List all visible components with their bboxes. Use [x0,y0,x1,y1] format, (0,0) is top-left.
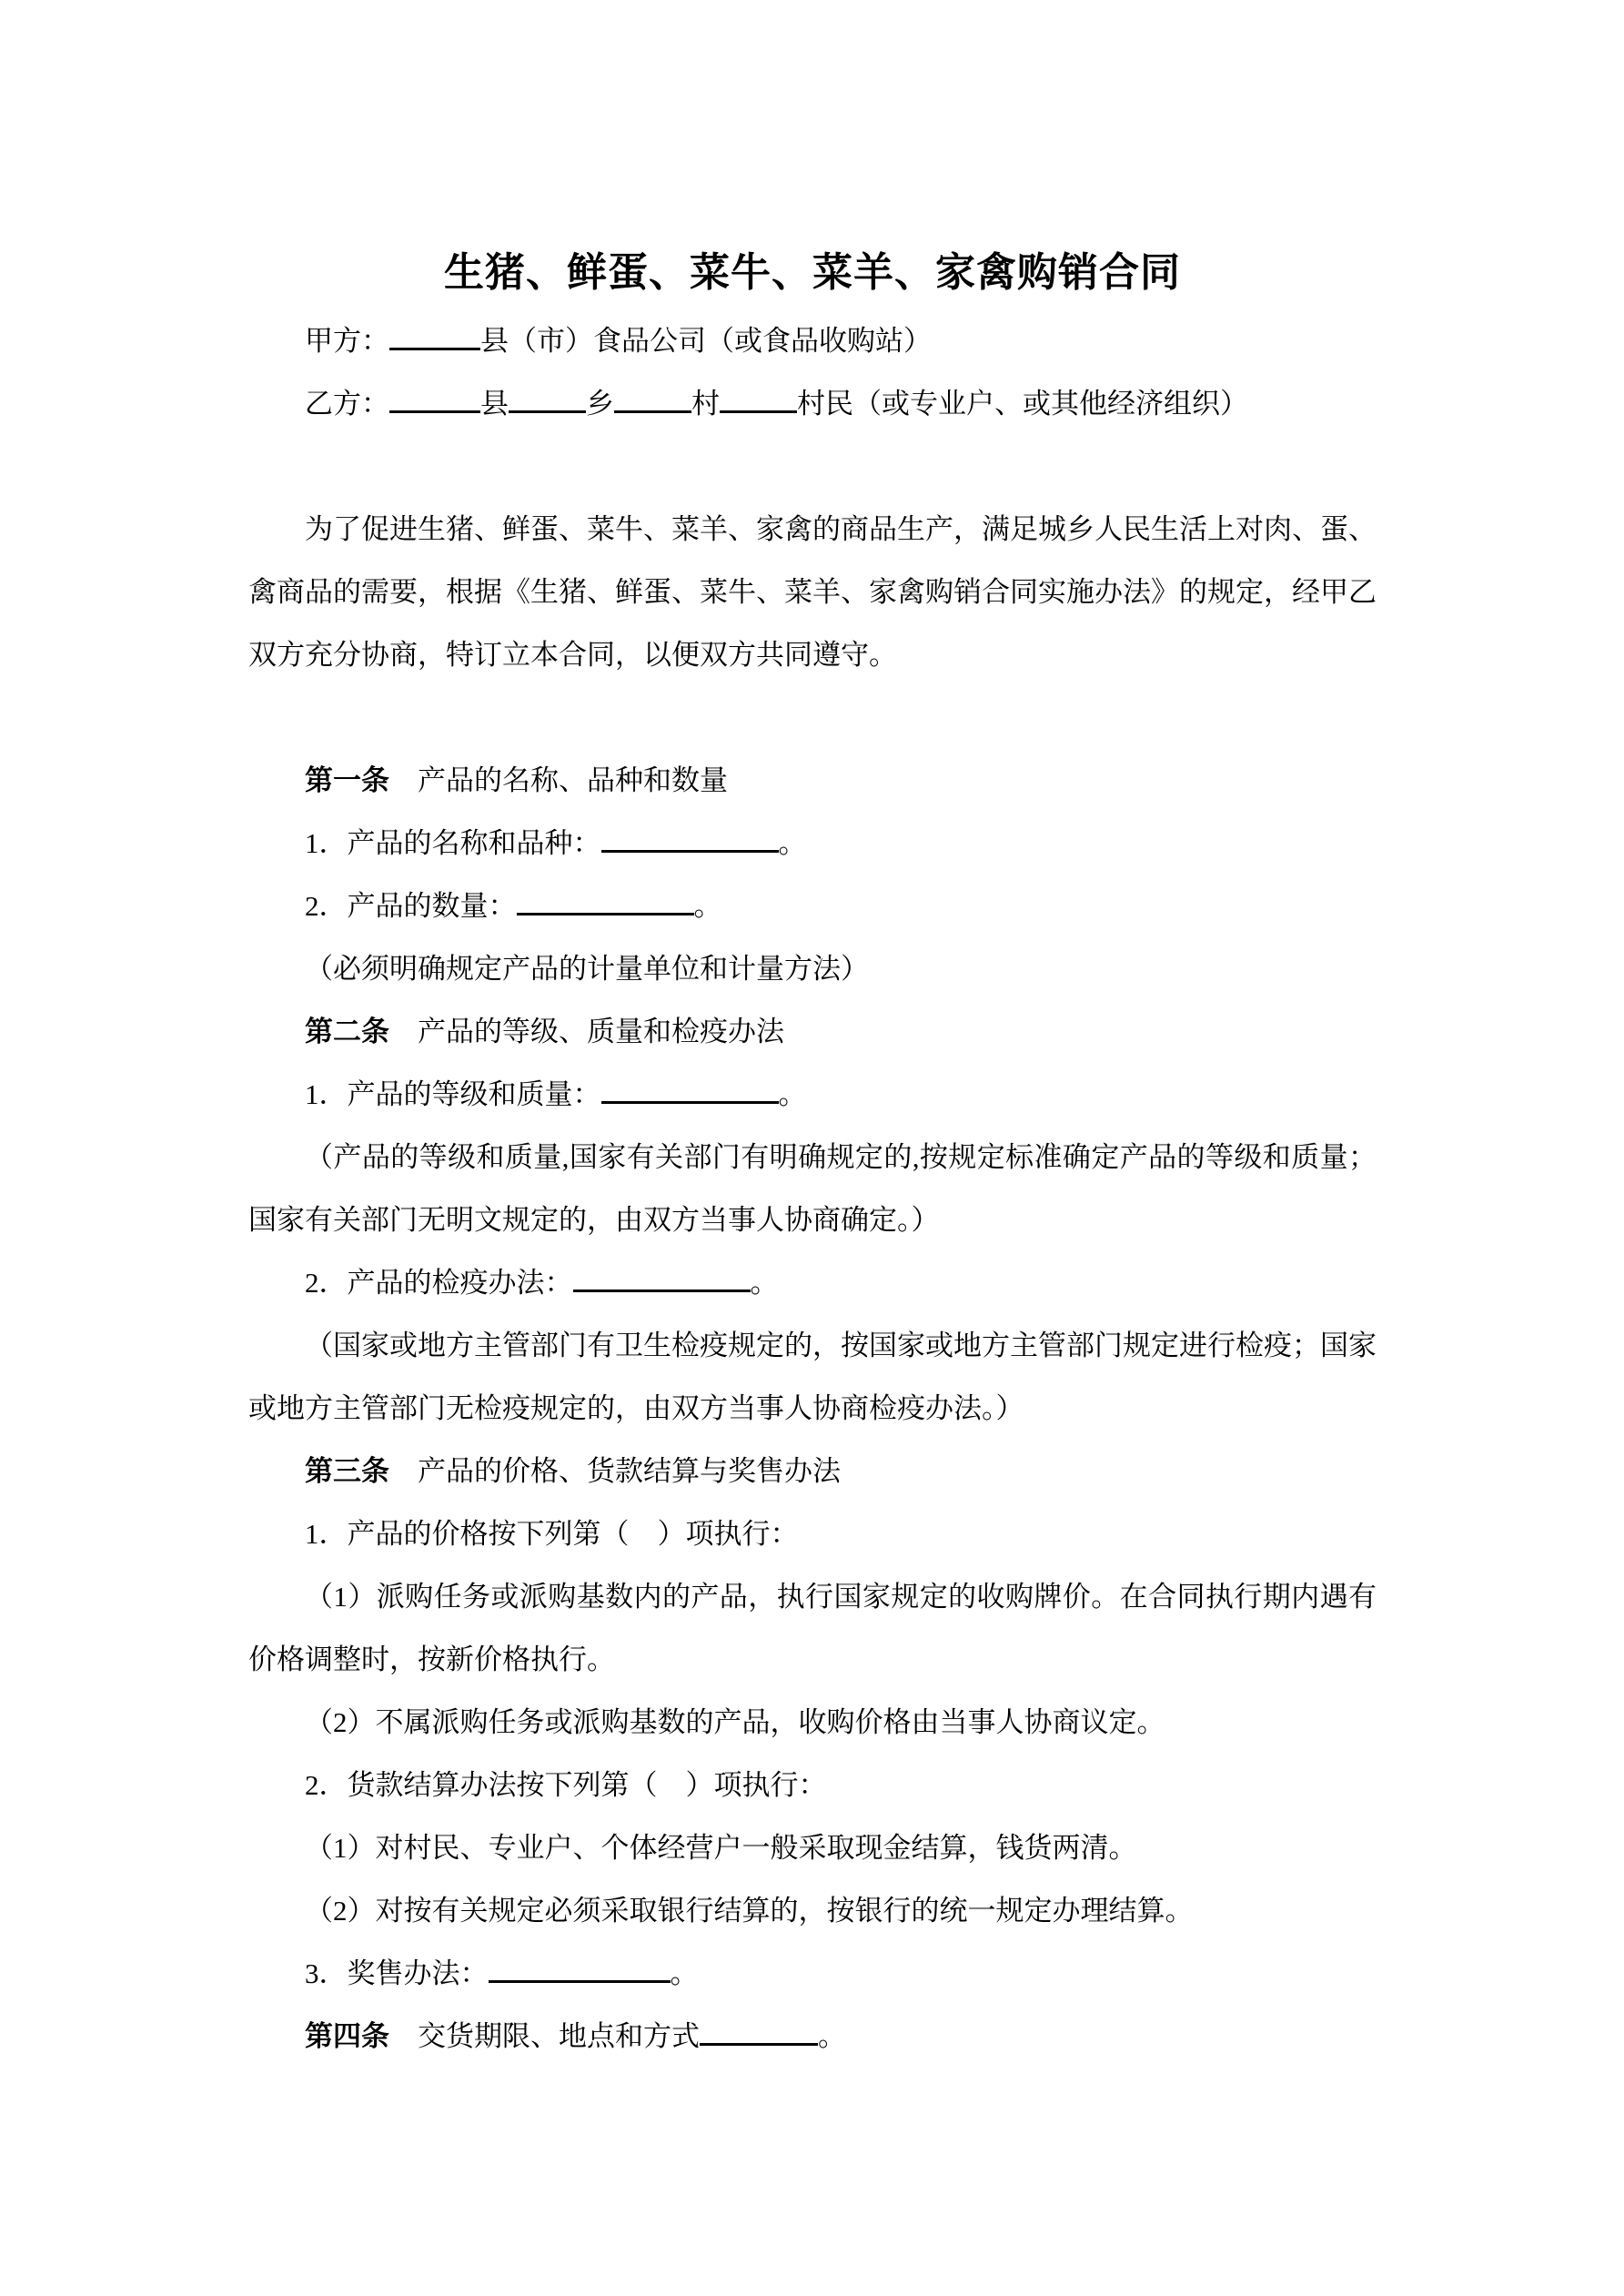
period: 。 [670,1957,699,1989]
period: 。 [693,890,722,922]
party-b-county: 县 [480,388,509,420]
period: 。 [778,1078,807,1110]
blank-line [248,686,1377,749]
period: 。 [750,1267,779,1299]
item-label: 3．奖售办法： [305,1957,489,1989]
article-2-note-1: （产品的等级和质量,国家有关部门有明确规定的,按规定标准确定产品的等级和质量；国家有关部门无明文规定的，由双方当事人协商确定。） [248,1141,1377,1236]
article-2-note-2: （国家或地方主管部门有卫生检疫规定的，按国家或地方主管部门规定进行检疫；国家或地方主管部门无检疫规定的，由双方当事人协商检疫办法。） [248,1330,1377,1424]
party-a-line [248,309,1377,372]
article-1-item-2 [248,875,1377,937]
party-b-blank-villager [720,387,797,413]
item-label: 1．产品的名称和品种： [305,827,601,859]
article-3-item-2: 2．货款结算办法按下列第（ ）项执行： [305,1769,827,1801]
article-1-item-1 [248,812,1377,875]
fill-in-blank [517,889,694,915]
party-b-blank-township [509,387,586,413]
period: 。 [778,827,807,859]
party-b-township: 乡 [586,388,614,420]
article-4-number: 第四条 [305,2020,389,2052]
period: 。 [818,2020,846,2052]
fill-in-blank [601,1077,779,1104]
article-2-heading: 产品的等级、质量和检疫办法 [418,1016,784,1047]
fill-in-blank [573,1266,751,1292]
fill-in-blank [700,2019,818,2046]
party-a-blank [389,324,480,350]
item-label: 2．产品的数量： [305,890,517,922]
item-label: 1．产品的等级和质量： [305,1078,601,1110]
article-1-heading: 产品的名称、品种和数量 [418,764,728,796]
document-title: 生猪、鲜蛋、菜牛、菜羊、家禽购销合同 [444,250,1181,295]
party-b-text: 村民（或专业户、或其他经济组织） [797,388,1248,420]
article-3-number: 第三条 [305,1455,389,1487]
item-label: 2．产品的检疫办法： [305,1267,573,1299]
article-3-heading: 产品的价格、货款结算与奖售办法 [418,1455,841,1487]
party-b-blank-village [614,387,691,413]
article-2-item-2 [248,1251,1377,1314]
article-1-heading-line [248,749,1377,812]
article-2-item-1 [248,1063,1377,1126]
article-3-item-1-sub-1: （1）派购任务或派购基数内的产品，执行国家规定的收购牌价。在合同执行期内遇有价格调整时，按新价格执行。 [248,1581,1377,1675]
article-4-heading-line [248,2005,1377,2068]
article-1-number: 第一条 [305,764,389,796]
party-b-line [248,372,1377,435]
party-b-label: 乙方： [305,388,389,420]
article-4-heading: 交货期限、地点和方式 [418,2020,700,2052]
party-a-text: 县（市）食品公司（或食品收购站） [480,325,932,357]
article-3-item-2-sub-1: （1）对村民、专业户、个体经营户一般采取现金结算，钱货两清。 [305,1832,1137,1864]
party-b-village: 村 [691,388,720,420]
blank-line [248,435,1377,498]
article-1-note: （必须明确规定产品的计量单位和计量方法） [305,953,869,985]
article-2-number: 第二条 [305,1016,389,1047]
fill-in-blank [489,1957,671,1983]
article-3-item-3 [248,1942,1377,2005]
article-2-heading-line [248,1000,1377,1063]
fill-in-blank [601,826,779,853]
party-a-label: 甲方： [305,325,389,357]
article-3-heading-line [248,1440,1377,1502]
article-3-item-1: 1．产品的价格按下列第（ ）项执行： [305,1518,799,1550]
preamble-paragraph: 为了促进生猪、鲜蛋、菜牛、菜羊、家禽的商品生产，满足城乡人民生活上对肉、蛋、禽商品的需要，根据《生猪、鲜蛋、菜牛、菜羊、家禽购销合同实施办法》的规定，经甲乙双方充分协商，特订立本合同，以便双方共同遵守。 [248,513,1377,671]
party-b-blank-county [389,387,480,413]
contract-content [0,237,1624,2068]
article-3-item-2-sub-2: （2）对按有关规定必须采取银行结算的，按银行的统一规定办理结算。 [305,1895,1194,1927]
article-3-item-1-sub-2: （2）不属派购任务或派购基数的产品，收购价格由当事人协商议定。 [305,1706,1165,1738]
